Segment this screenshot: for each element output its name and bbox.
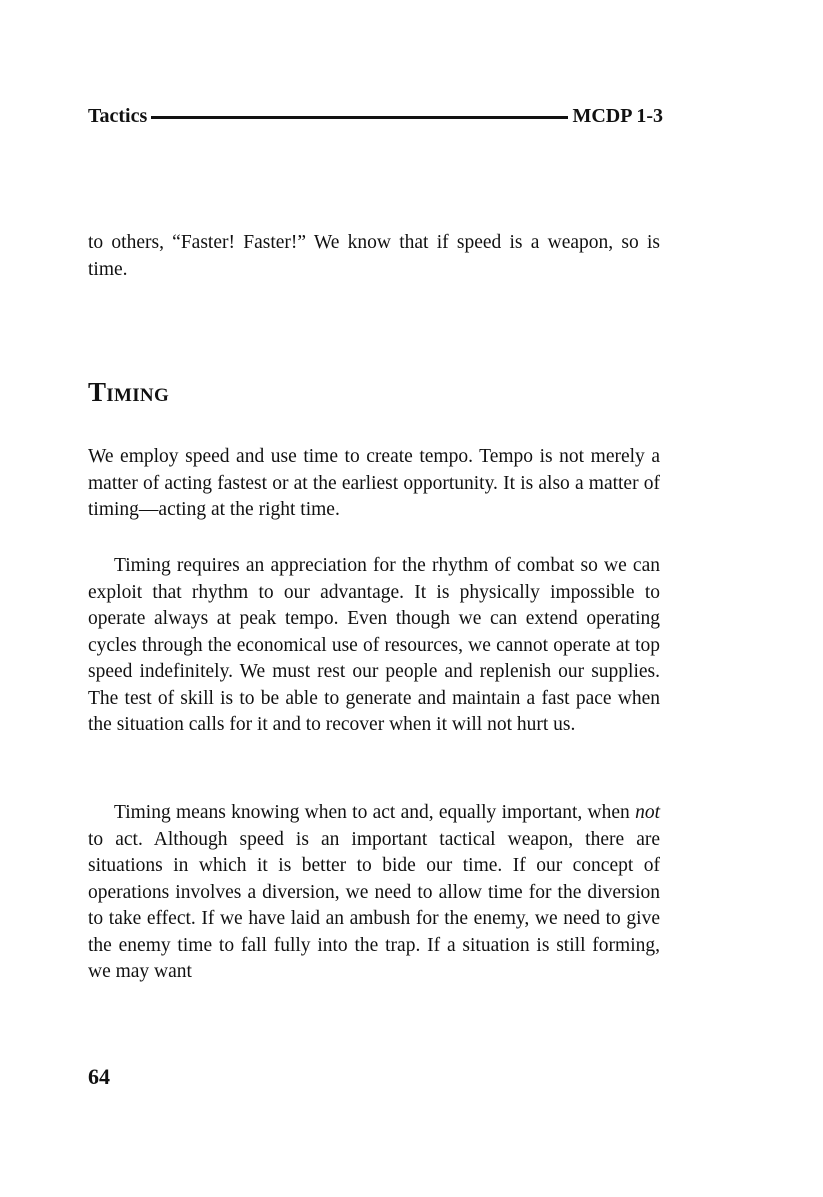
emphasis-not: not [635,802,660,823]
carryover-paragraph: to others, “Faster! Faster!” We know that if speed is a weapon, so is time. [88,232,660,280]
paragraph-3-text-after: to act. Although speed is an important tactical weapon, there are situations in which it is better to bide our time. If our concept of operations involves a diversion, we need to allow time for the diversion to take effect. If we have laid an ambush for the enemy, we need to give the enemy time to fall fully into the trap. If a situation is still forming, we may want [88,828,660,982]
header-book-section: Tactics [88,105,148,127]
page-number: 64 [88,1064,110,1089]
section-heading: Timing [88,377,170,407]
paragraph-3 [88,800,660,986]
running-header [88,102,663,130]
paragraph-3-text-before: Timing means knowing when to act and, equally important, when [114,802,630,823]
paragraph-2 [88,553,660,739]
header-publication-id: MCDP 1-3 [572,105,663,127]
paragraph-2-text: Timing requires an appreciation for the rhythm of combat so we can exploit that rhythm to our advantage. It is physically impossible to operate always at peak tempo. Even though we can extend operating cycles through the economical use of resources, we cannot operate at top speed indefinitely. We must rest our people and replenish our supplies. The test of skill is to be able to generate and maintain a fast pace when the situation calls for it and to recover when it will not hurt us. [88,555,660,735]
header-rule [151,116,568,119]
paragraph-1: We employ speed and use time to create tempo. Tempo is not merely a matter of acting fastest or at the earliest opportunity. It is also a matter of timing—acting at the right time. [88,446,660,520]
